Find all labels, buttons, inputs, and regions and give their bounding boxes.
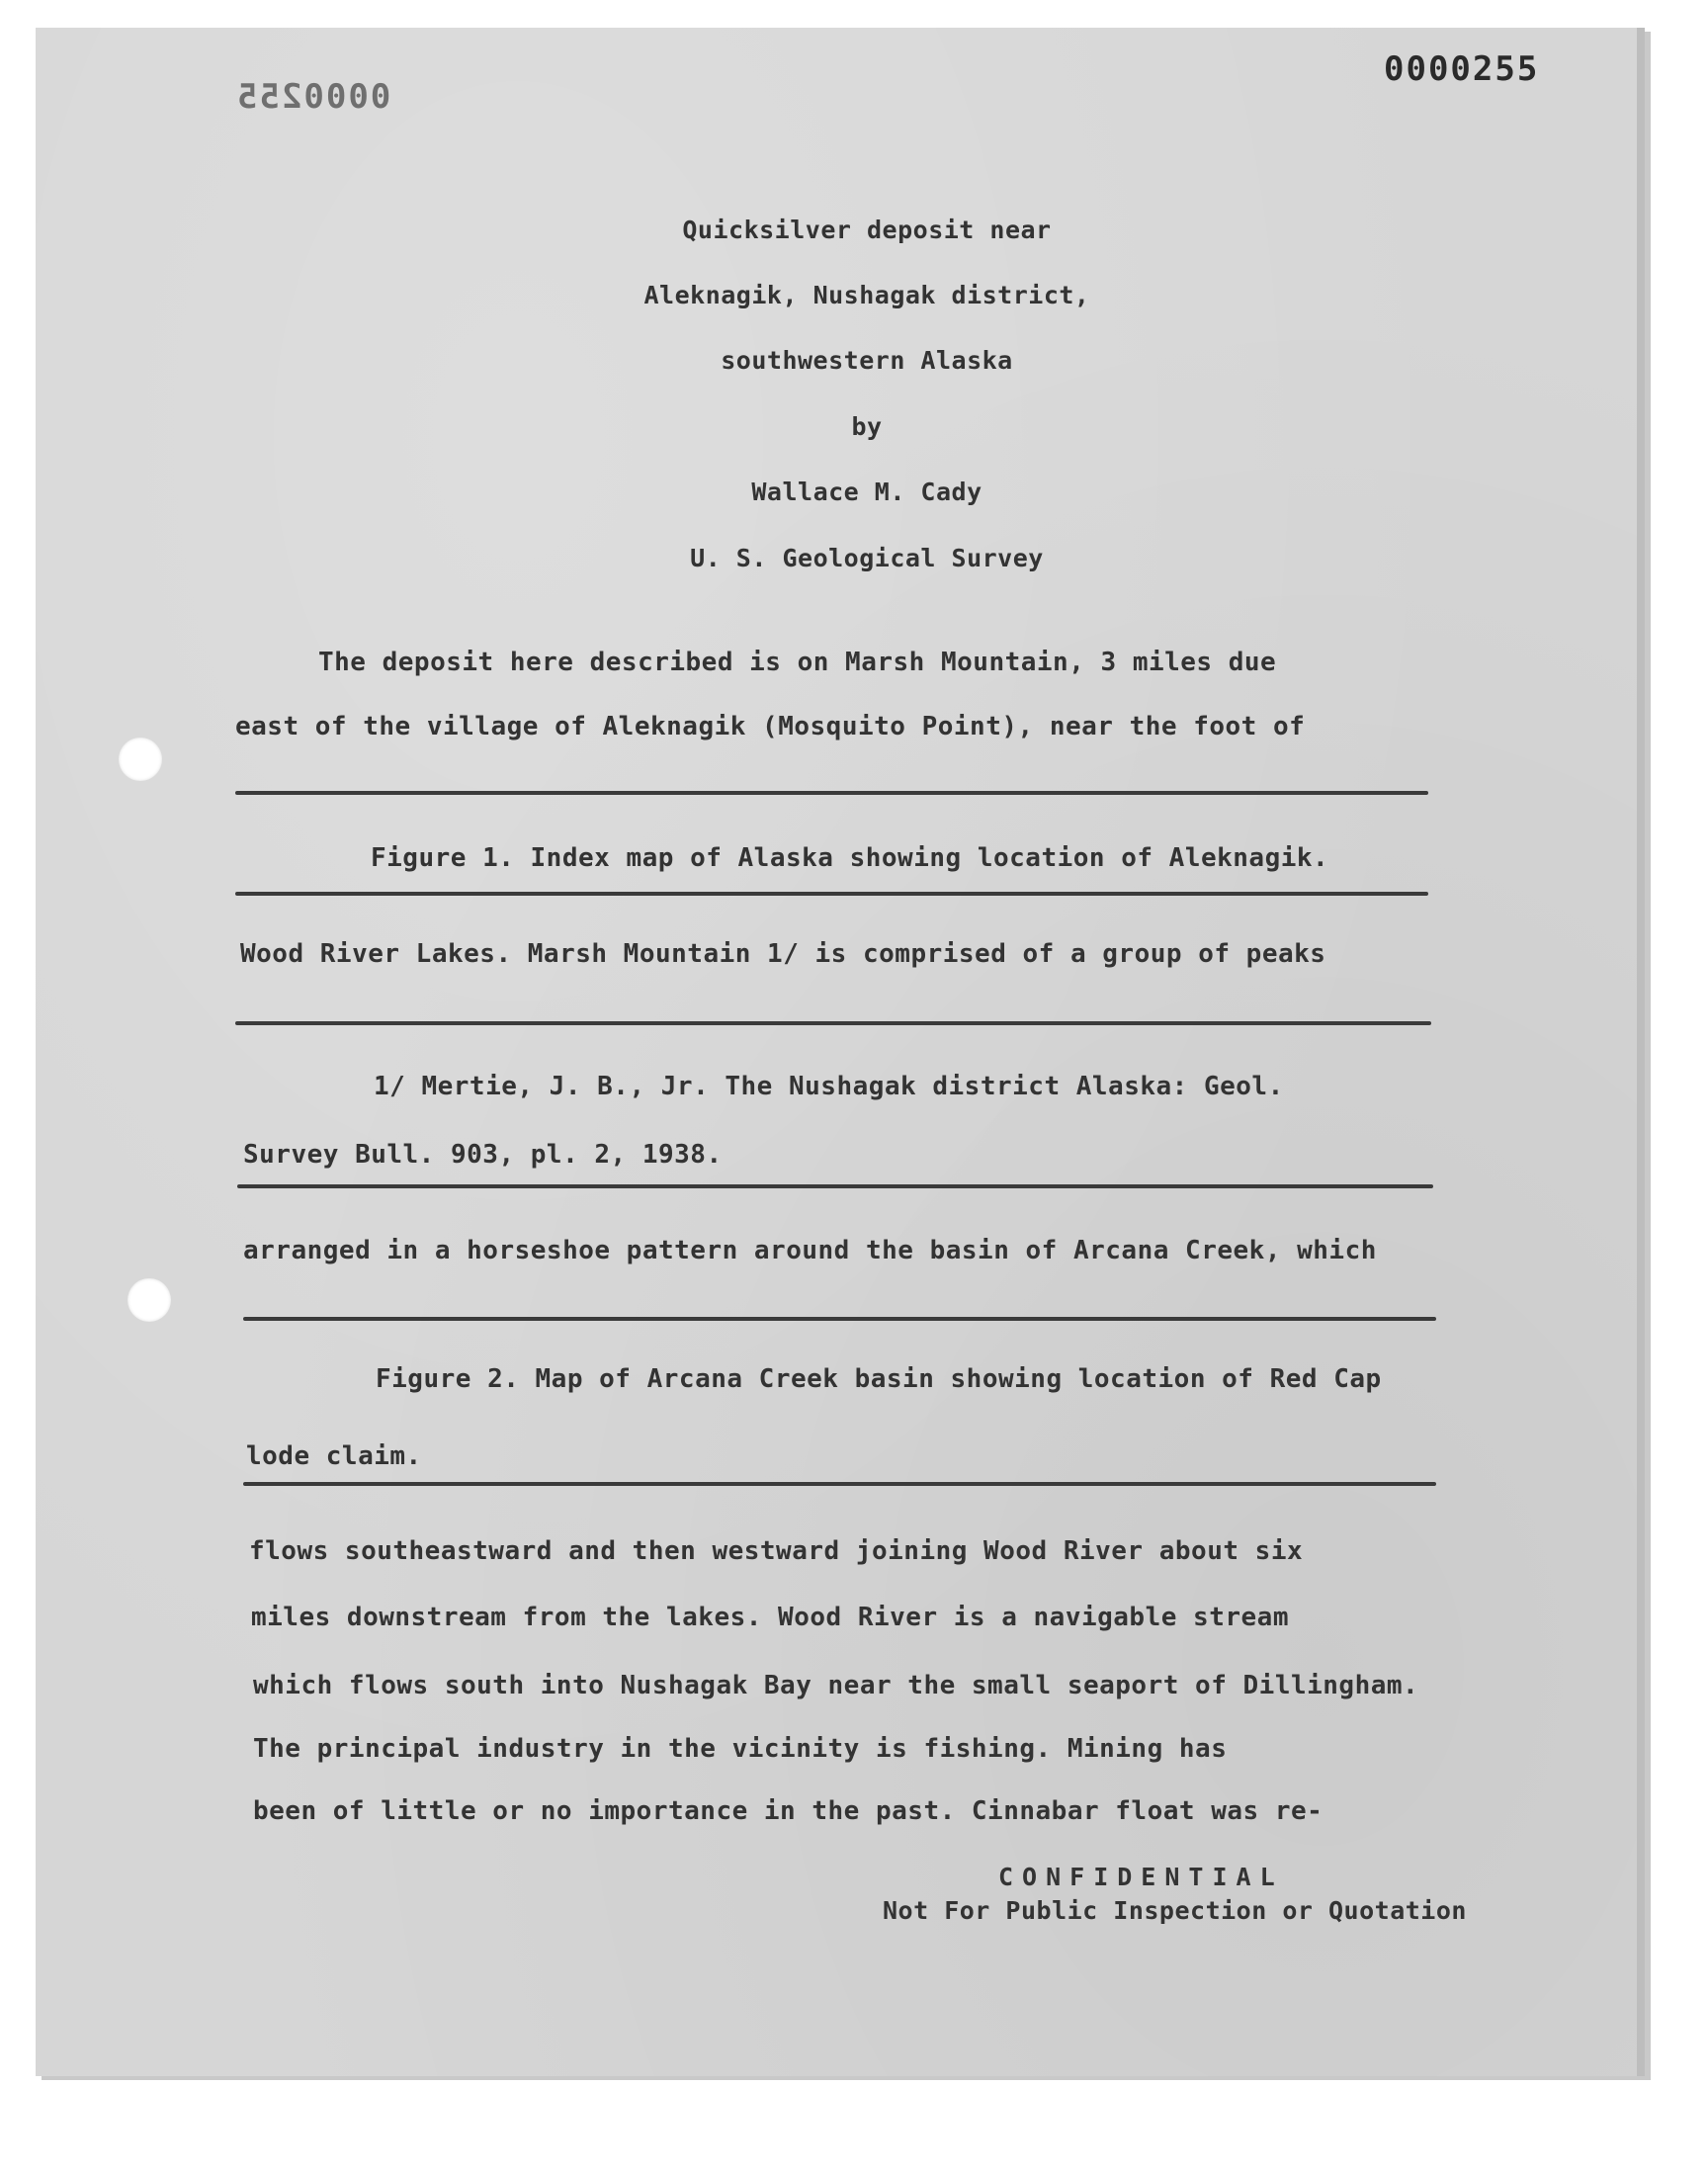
title-line-1: Quicksilver deposit near	[682, 216, 1052, 244]
figure2-caption-line-1: Figure 2. Map of Arcana Creek basin showing location of Red Cap	[376, 1364, 1382, 1394]
paragraph-line-7: which flows south into Nushagak Bay near the small seaport of Dillingham.	[253, 1671, 1419, 1700]
footnote-rule-top	[235, 1021, 1431, 1025]
not-for-public-notice: Not For Public Inspection or Quotation	[883, 1896, 1467, 1925]
title-line-by: by	[851, 412, 883, 441]
paragraph-line-3: Wood River Lakes. Marsh Mountain 1/ is comprised of a group of peaks	[240, 939, 1326, 969]
title-line-2: Aleknagik, Nushagak district,	[643, 281, 1090, 309]
footnote-line-2: Survey Bull. 903, pl. 2, 1938.	[243, 1140, 723, 1170]
figure1-caption: Figure 1. Index map of Alaska showing location of Aleknagik.	[371, 843, 1329, 873]
page-edge-shadow	[1637, 28, 1645, 2076]
paragraph-line-6: miles downstream from the lakes. Wood River is a navigable stream	[251, 1603, 1289, 1632]
figure2-rule-top	[243, 1317, 1436, 1321]
figure1-rule-top	[235, 791, 1428, 795]
figure1-rule-bottom	[235, 892, 1428, 896]
figure2-rule-bottom	[243, 1482, 1436, 1486]
document-page	[36, 28, 1645, 2076]
mirrored-stamp-number: 0000255	[235, 77, 391, 117]
stamp-number: 0000255	[1384, 49, 1540, 89]
author-affiliation: U. S. Geological Survey	[690, 544, 1044, 572]
title-line-3: southwestern Alaska	[721, 346, 1013, 375]
author-name: Wallace M. Cady	[751, 478, 982, 506]
footnote-rule-bottom	[237, 1184, 1433, 1188]
paragraph-line-2: east of the village of Aleknagik (Mosquito Point), near the foot of	[235, 712, 1306, 741]
footnote-line-1: 1/ Mertie, J. B., Jr. The Nushagak district Alaska: Geol.	[374, 1072, 1284, 1101]
paragraph-line-1: The deposit here described is on Marsh Mountain, 3 miles due	[318, 648, 1277, 677]
figure2-caption-line-2: lode claim.	[246, 1441, 422, 1471]
confidential-label: CONFIDENTIAL	[998, 1863, 1284, 1891]
paragraph-line-9: been of little or no importance in the past. Cinnabar float was re-	[253, 1796, 1324, 1826]
paragraph-line-8: The principal industry in the vicinity is fishing. Mining has	[253, 1734, 1228, 1764]
paragraph-line-4: arranged in a horseshoe pattern around the basin of Arcana Creek, which	[243, 1236, 1377, 1265]
paragraph-line-5: flows southeastward and then westward joining Wood River about six	[249, 1536, 1304, 1566]
punch-hole-upper	[119, 738, 162, 781]
punch-hole-lower	[128, 1278, 171, 1322]
